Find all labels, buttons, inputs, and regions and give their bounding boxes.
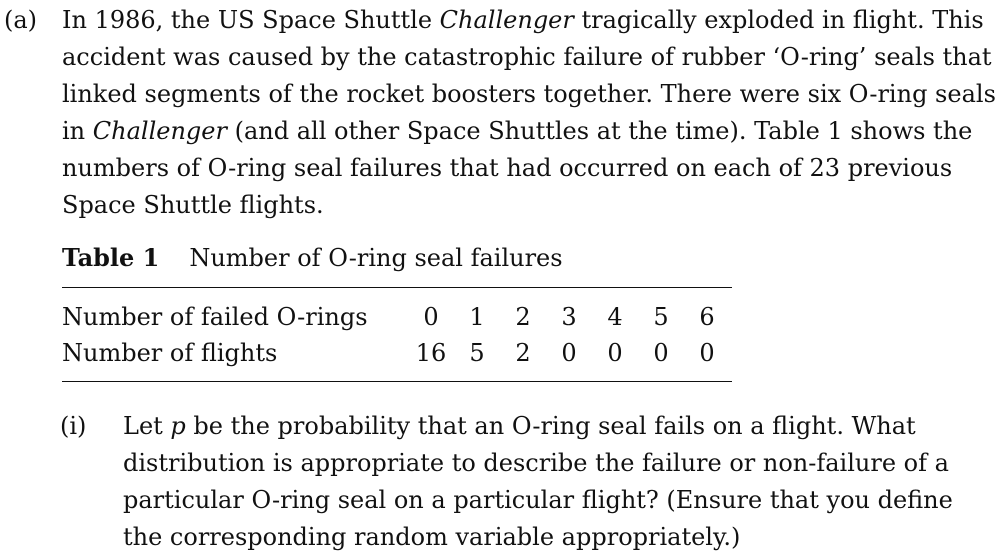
- table-cell: 5: [469, 339, 485, 367]
- table-row: [62, 335, 730, 371]
- part-a-paragraph: [62, 2, 996, 224]
- table-cell: 2: [515, 303, 531, 331]
- table-bottom-rule: [62, 381, 732, 382]
- table-cell: 1: [469, 303, 485, 331]
- part-a-text-3: (and all other Space Shuttles at the time). Table 1 shows the numbers of O-ring seal failures that had occurred on each of 23 previous Space Shuttle flights.: [62, 117, 973, 219]
- table-cell: 3: [561, 303, 577, 331]
- table-cell: 0: [699, 339, 715, 367]
- table-cell: 0: [561, 339, 577, 367]
- table-caption: [62, 240, 563, 276]
- table-caption-title: Number of O-ring seal failures: [189, 244, 563, 272]
- part-a-italic-1: Challenger: [439, 6, 574, 34]
- table-cell: 2: [515, 339, 531, 367]
- table-cell: 5: [653, 303, 669, 331]
- o-ring-data-table: [62, 299, 730, 371]
- part-a-text-2: tragically exploded in flight. This accident was caused by the catastrophic failure of rubber ‘O-ring’ seals that linked segments of the rocket boosters together. There were six O-ring seals in: [62, 6, 996, 145]
- part-i-paragraph: [123, 408, 999, 556]
- table-row: [62, 299, 730, 335]
- table-cell: 4: [607, 303, 623, 331]
- table-cell: 0: [607, 339, 623, 367]
- part-i-label: (i): [60, 412, 87, 440]
- table-top-rule: [62, 287, 732, 288]
- part-i-italic-p: p: [170, 412, 186, 440]
- part-i-text-1: Let: [123, 412, 171, 440]
- table-cell: 0: [423, 303, 439, 331]
- table-caption-number: Table 1: [62, 243, 160, 272]
- row-header-failed-o-rings: Number of failed O-rings: [62, 303, 368, 331]
- part-i-text-2: be the probability that an O-ring seal fails on a flight. What distribution is appropriate to describe the failure or non-failure of a particular O-ring seal on a particular flight? (Ensure that you define the corresponding random variable appropriately.): [123, 412, 953, 551]
- part-a-text-1: In 1986, the US Space Shuttle: [62, 6, 440, 34]
- part-a-label: (a): [4, 6, 38, 34]
- part-a-italic-2: Challenger: [92, 117, 227, 145]
- table-cell: 6: [699, 303, 715, 331]
- table-cell: 16: [415, 339, 447, 367]
- row-header-flights: Number of flights: [62, 339, 278, 367]
- table-cell: 0: [653, 339, 669, 367]
